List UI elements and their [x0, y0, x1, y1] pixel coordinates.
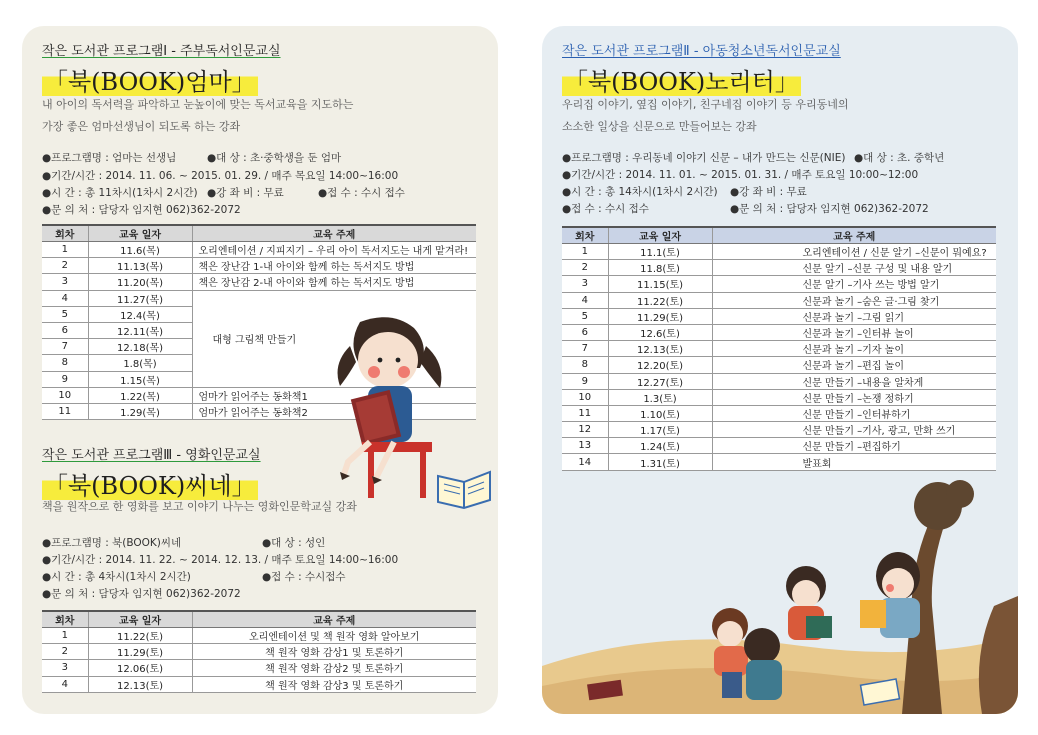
table-row: [562, 373, 996, 389]
cell-session: 9: [42, 371, 88, 387]
program3-info-hours: ●시 간 : 총 4차시(1차시 2시간): [42, 571, 191, 583]
cell-date: 1.17(토): [608, 422, 712, 438]
col-header-subject: 교육 주제: [192, 611, 476, 628]
table-header-row: [42, 225, 476, 242]
cell-session: 13: [562, 438, 608, 454]
table-row: [42, 274, 476, 290]
cell-session: 4: [42, 290, 88, 306]
left-panel: [22, 26, 498, 714]
program2-desc-line-1: 우리집 이야기, 옆집 이야기, 친구네집 이야기 등 우리동네의: [562, 98, 849, 111]
table-header-row: [562, 227, 996, 244]
table-header-row: [42, 611, 476, 628]
program2-info-name: ●프로그램명 : 우리동네 이야기 신문 – 내가 만드는 신문(NIE): [562, 152, 846, 164]
col-header-session: 회차: [42, 611, 88, 628]
cell-date: 12.18(목): [88, 339, 192, 355]
cell-subject: 엄마가 읽어주는 동화책1: [192, 387, 476, 403]
table-row: [42, 676, 476, 692]
cell-subject: 오리엔테이션 / 신문 알기 –신문이 뭐예요?: [712, 244, 996, 260]
children-reading-illustration: [542, 476, 1018, 714]
cell-date: 1.3(토): [608, 389, 712, 405]
cell-date: 11.8(토): [608, 260, 712, 276]
program1-desc-line-2: 가장 좋은 엄마선생님이 되도록 하는 강좌: [42, 120, 241, 133]
cell-date: 11.29(토): [88, 644, 192, 660]
table-row: [42, 628, 476, 644]
program1-info-hours: ●시 간 : 총 11차시(1차시 2시간): [42, 187, 198, 199]
cell-date: 12.20(토): [608, 357, 712, 373]
program3-info-period: ●기간/시간 : 2014. 11. 22. ~ 2014. 12. 13. / 매주 토요일 14:00~16:00: [42, 554, 399, 566]
program2-info-register: ●접 수 : 수시 접수: [562, 203, 649, 215]
cell-session: 11: [562, 405, 608, 421]
cell-subject: 신문 알기 –기사 쓰는 방법 알기: [712, 276, 996, 292]
table-row: [42, 290, 476, 306]
cell-subject: 신문과 놀기 –그림 읽기: [712, 308, 996, 324]
cell-session: 6: [562, 324, 608, 340]
program2-table: [562, 226, 996, 471]
cell-date: 1.31(토): [608, 454, 712, 470]
col-header-date: 교육 일자: [608, 227, 712, 244]
cell-subject: 책 원작 영화 감상3 및 토론하기: [192, 676, 476, 692]
cell-subject: 오리엔테이션 / 지피지기 – 우리 아이 독서지도는 내게 맡겨라!: [192, 242, 476, 258]
col-header-subject: 교육 주제: [712, 227, 996, 244]
table-row: [562, 405, 996, 421]
table-row: [562, 422, 996, 438]
program2-title: [558, 62, 805, 97]
cell-session: 8: [562, 357, 608, 373]
table-row: [562, 389, 996, 405]
cell-date: 11.6(목): [88, 242, 192, 258]
cell-subject: 발표회: [712, 454, 996, 470]
cell-subject: 신문과 놀기 –숨은 글·그림 찾기: [712, 292, 996, 308]
cell-date: 11.22(토): [88, 628, 192, 644]
table-row: [42, 242, 476, 258]
cell-session: 6: [42, 322, 88, 338]
cell-session: 9: [562, 373, 608, 389]
cell-date: 1.29(목): [88, 403, 192, 419]
program1-info-name: ●프로그램명 : 엄마는 선생님: [42, 152, 177, 164]
program2-section-title: 작은 도서관 프로그램Ⅱ - 아동청소년독서인문교실: [562, 44, 841, 59]
cell-date: 11.22(토): [608, 292, 712, 308]
cell-subject: 책 원작 영화 감상1 및 토론하기: [192, 644, 476, 660]
program1-title-text: 「북(BOOK)엄마」: [44, 68, 256, 96]
col-header-session: 회차: [562, 227, 608, 244]
program3-table: [42, 610, 476, 693]
cell-subject: 신문 알기 –신문 구성 및 내용 알기: [712, 260, 996, 276]
program3-section-title: 작은 도서관 프로그램Ⅲ - 영화인문교실: [42, 448, 261, 463]
cell-date: 1.8(목): [88, 355, 192, 371]
program1-info-target: ●대 상 : 초·중학생을 둔 엄마: [207, 152, 342, 164]
cell-session: 7: [42, 339, 88, 355]
table-row: [562, 454, 996, 470]
cell-subject: 신문 만들기 –편집하기: [712, 438, 996, 454]
cell-date: 12.13(토): [608, 341, 712, 357]
cell-date: 12.27(토): [608, 373, 712, 389]
col-header-date: 교육 일자: [88, 225, 192, 242]
program2-desc-line-2: 소소한 일상을 신문으로 만들어보는 강좌: [562, 120, 757, 133]
cell-session: 11: [42, 403, 88, 419]
open-book-icon: [434, 466, 494, 510]
program3-desc: [42, 496, 357, 518]
program1-info-fee: ●강 좌 비 : 무료: [207, 187, 284, 199]
table-row: [562, 341, 996, 357]
cell-subject: 책은 장난감 2-내 아이와 함께 하는 독서지도 방법: [192, 274, 476, 290]
cell-subject: 책 원작 영화 감상2 및 토론하기: [192, 660, 476, 676]
program3-info-target: ●대 상 : 성인: [262, 537, 326, 549]
program1-desc: [42, 94, 353, 138]
table-row: [42, 660, 476, 676]
cell-date: 1.15(목): [88, 371, 192, 387]
table-row: [42, 258, 476, 274]
program1-info-contact: ●문 의 처 : 담당자 임지현 062)362-2072: [42, 204, 241, 216]
cell-subject: 신문과 놀기 –편집 놀이: [712, 357, 996, 373]
cell-session: 2: [42, 644, 88, 660]
col-header-session: 회차: [42, 225, 88, 242]
cell-date: 11.1(토): [608, 244, 712, 260]
cell-date: 1.24(토): [608, 438, 712, 454]
program1-info-register: ●접 수 : 수시 접수: [318, 187, 405, 199]
cell-date: 11.20(목): [88, 274, 192, 290]
cell-session: 8: [42, 355, 88, 371]
cell-subject: 신문과 놀기 –기자 놀이: [712, 341, 996, 357]
cell-subject: 책은 장난감 1-내 아이와 함께 하는 독서지도 방법: [192, 258, 476, 274]
program2-desc: [562, 94, 849, 138]
table-row: [562, 308, 996, 324]
program2-info-hours: ●시 간 : 총 14차시(1차시 2시간): [562, 186, 718, 198]
program3-desc-line-1: 책을 원작으로 한 영화를 보고 이야기 나누는 영화인문학교실 강좌: [42, 500, 357, 513]
program1-desc-line-1: 내 아이의 독서력을 파악하고 눈높이에 맞는 독서교육을 지도하는: [42, 98, 354, 111]
table-row: [562, 244, 996, 260]
cell-subject: 신문 만들기 –내용을 알차게: [712, 373, 996, 389]
cell-date: 11.29(토): [608, 308, 712, 324]
cell-session: 10: [562, 389, 608, 405]
cell-subject: 엄마가 읽어주는 동화책2: [192, 403, 476, 419]
program3-title-text: 「북(BOOK)씨네」: [44, 472, 256, 500]
cell-date: 12.4(목): [88, 306, 192, 322]
cell-session: 1: [42, 242, 88, 258]
cell-date: 12.6(토): [608, 324, 712, 340]
program2-title-text: 「북(BOOK)노리터」: [564, 68, 799, 96]
program3-info-name: ●프로그램명 : 북(BOOK)씨네: [42, 537, 182, 549]
program2-info-contact: ●문 의 처 : 담당자 임지현 062)362-2072: [730, 203, 929, 215]
program1-section-title: 작은 도서관 프로그램Ⅰ - 주부독서인문교실: [42, 44, 281, 59]
cell-date: 11.13(목): [88, 258, 192, 274]
cell-session: 5: [562, 308, 608, 324]
cell-session: 1: [42, 628, 88, 644]
cell-date: 11.15(토): [608, 276, 712, 292]
cell-session: 2: [42, 258, 88, 274]
cell-session: 4: [562, 292, 608, 308]
cell-session: 14: [562, 454, 608, 470]
program1-info-period: ●기간/시간 : 2014. 11. 06. ~ 2015. 01. 29. / 매주 목요일 14:00~16:00: [42, 170, 399, 182]
cell-session: 10: [42, 387, 88, 403]
table-row: [562, 276, 996, 292]
cell-date: 1.10(토): [608, 405, 712, 421]
table-row: [562, 357, 996, 373]
cell-session: 2: [562, 260, 608, 276]
table-row: [562, 324, 996, 340]
cell-date: 1.22(목): [88, 387, 192, 403]
right-panel: [542, 26, 1018, 714]
cell-session: 3: [562, 276, 608, 292]
cell-subject-merged: 대형 그림책 만들기: [192, 290, 476, 387]
program3-info-register: ●접 수 : 수시접수: [262, 571, 346, 583]
table-row: [562, 260, 996, 276]
cell-date: 11.27(목): [88, 290, 192, 306]
table-row: [562, 292, 996, 308]
table-row: [42, 644, 476, 660]
cell-date: 12.11(목): [88, 322, 192, 338]
program2-info-fee: ●강 좌 비 : 무료: [730, 186, 807, 198]
cell-subject: 신문 만들기 –인터뷰하기: [712, 405, 996, 421]
cell-date: 12.06(토): [88, 660, 192, 676]
cell-session: 4: [42, 676, 88, 692]
table-row: [562, 438, 996, 454]
cell-date: 12.13(토): [88, 676, 192, 692]
col-header-date: 교육 일자: [88, 611, 192, 628]
col-header-subject: 교육 주제: [192, 225, 476, 242]
cell-session: 7: [562, 341, 608, 357]
cell-session: 12: [562, 422, 608, 438]
cell-session: 3: [42, 660, 88, 676]
program3-info-contact: ●문 의 처 : 담당자 임지현 062)362-2072: [42, 588, 241, 600]
cell-session: 1: [562, 244, 608, 260]
girl-reading-illustration: [322, 316, 452, 516]
cell-session: 5: [42, 306, 88, 322]
cell-session: 3: [42, 274, 88, 290]
cell-subject: 오리엔테이션 및 책 원작 영화 알아보기: [192, 628, 476, 644]
program2-info-target: ●대 상 : 초. 중학년: [854, 152, 945, 164]
cell-subject: 신문과 놀기 –인터뷰 놀이: [712, 324, 996, 340]
cell-subject: 신문 만들기 –논쟁 정하기: [712, 389, 996, 405]
program2-info-period: ●기간/시간 : 2014. 11. 01. ~ 2015. 01. 31. / 매주 토요일 10:00~12:00: [562, 169, 919, 181]
cell-subject: 신문 만들기 –기사, 광고, 만화 쓰기: [712, 422, 996, 438]
program1-title: [38, 62, 262, 97]
